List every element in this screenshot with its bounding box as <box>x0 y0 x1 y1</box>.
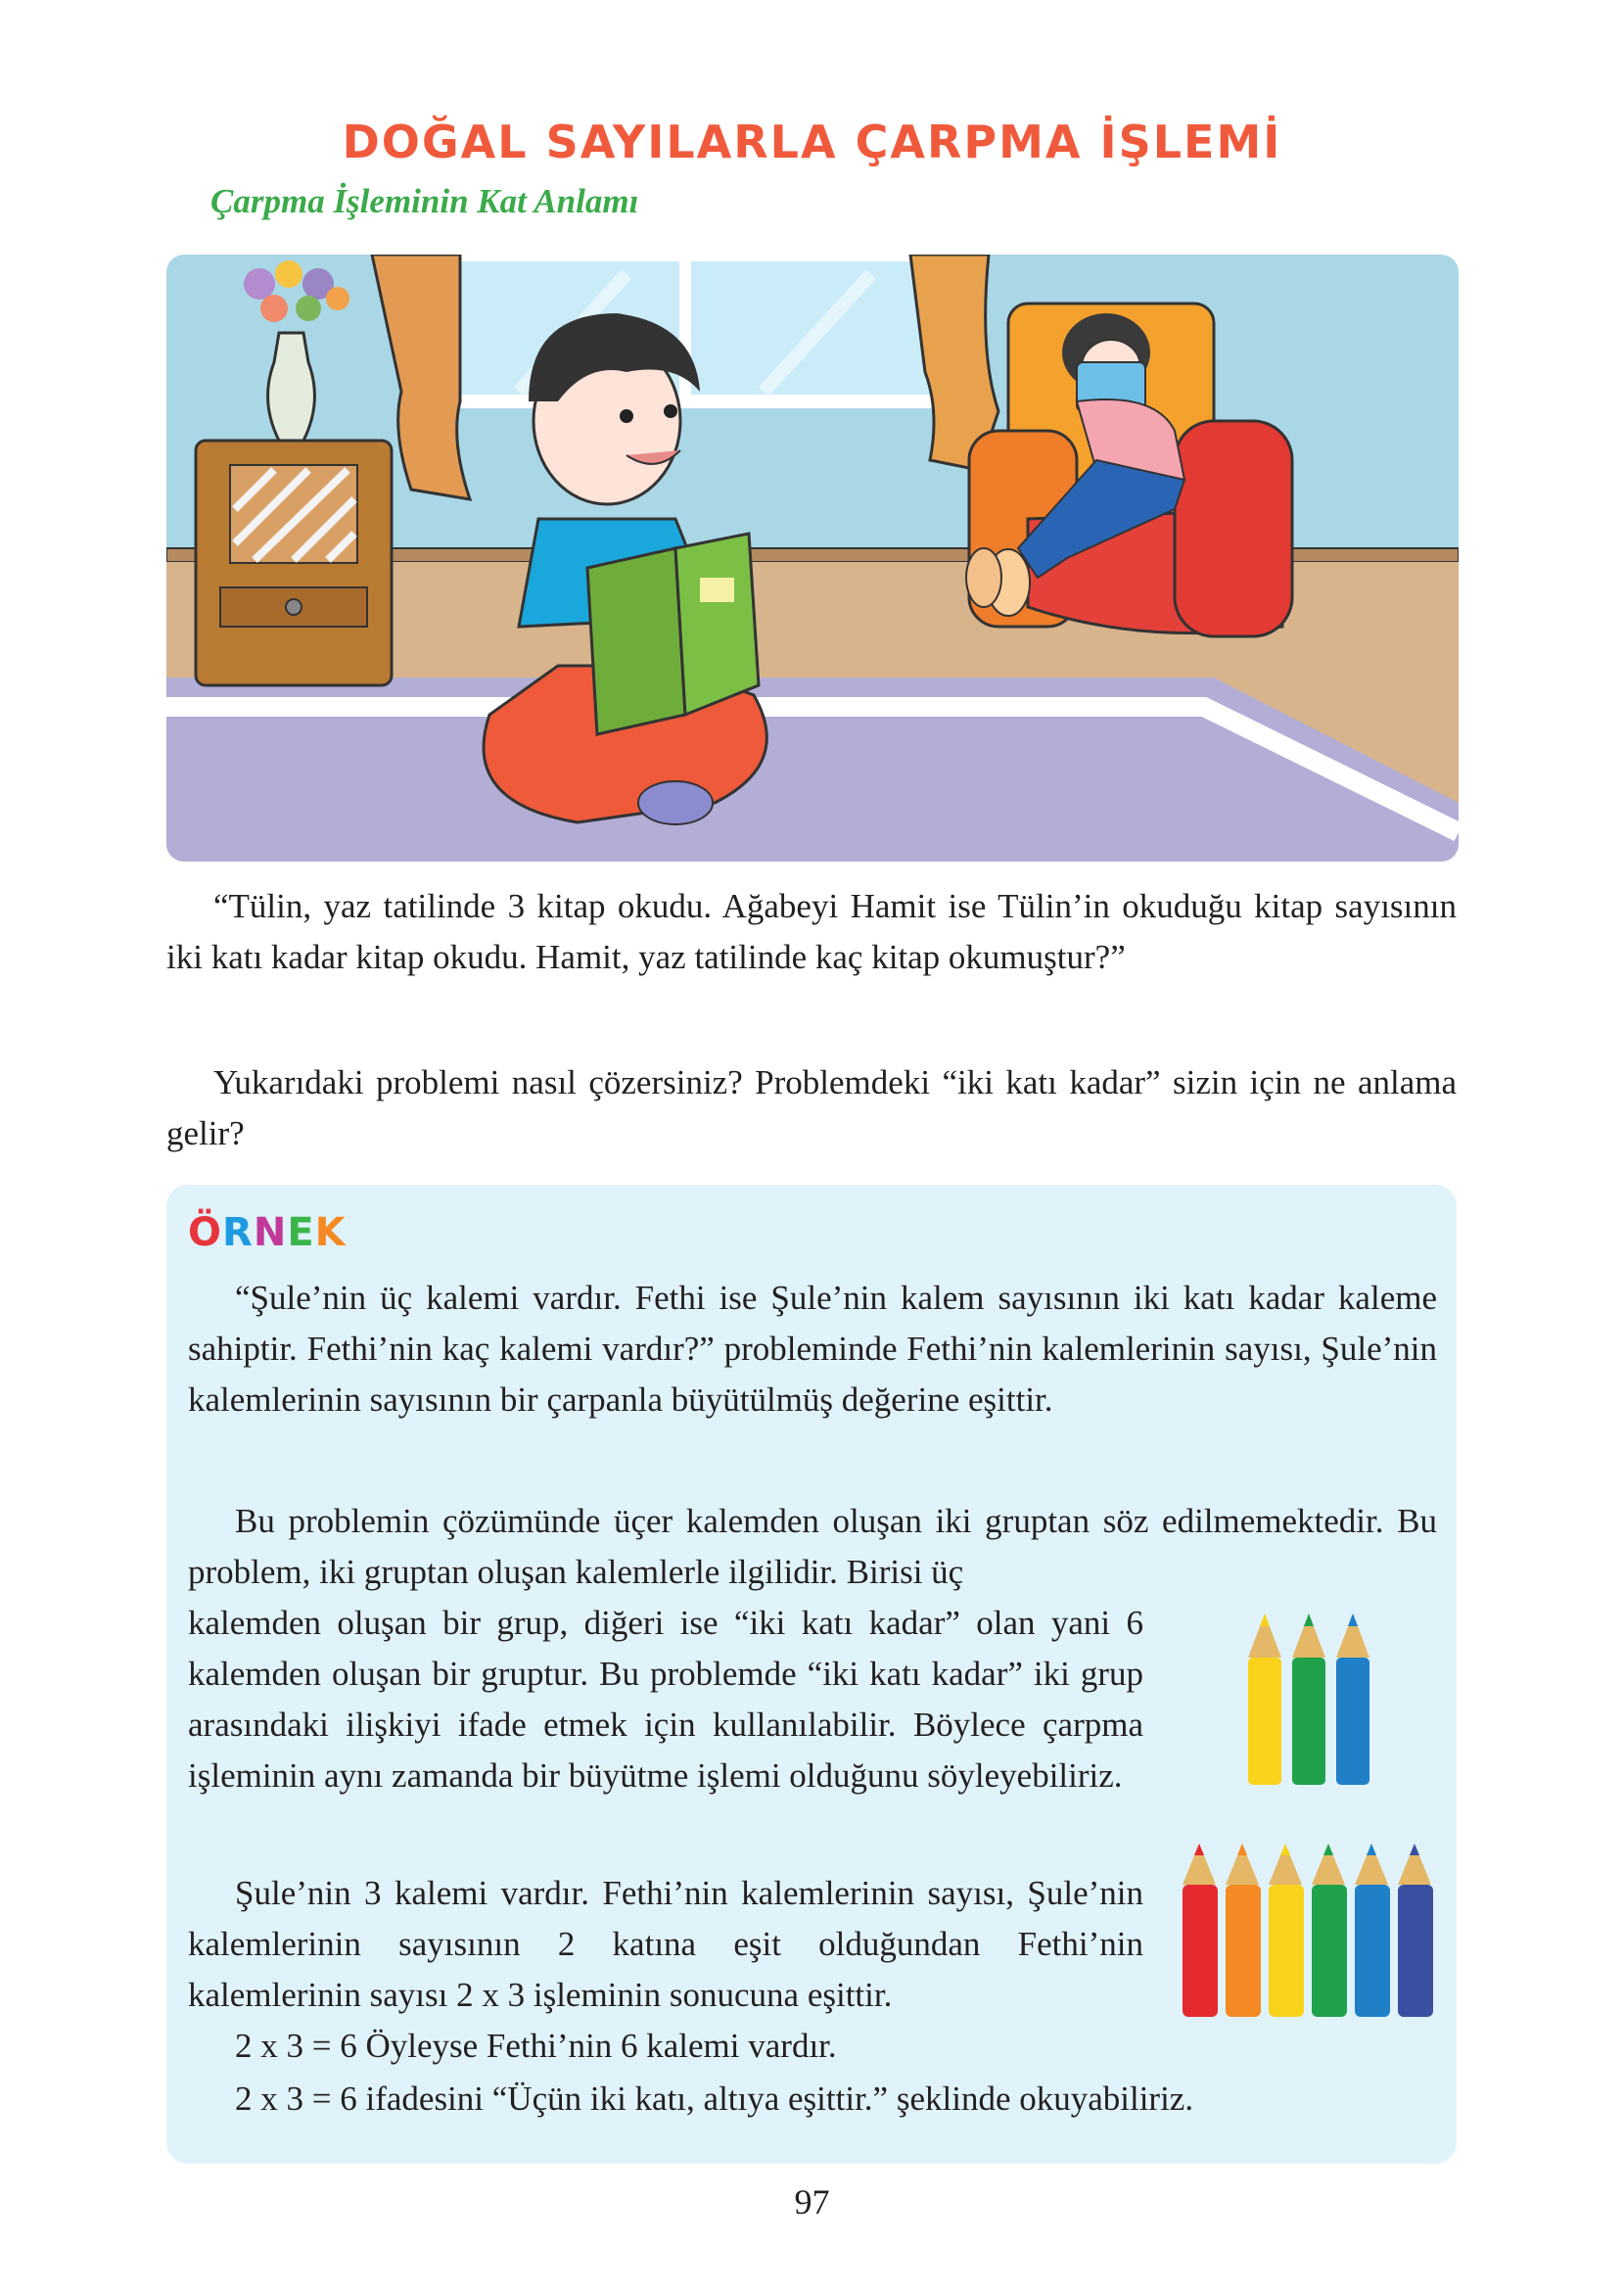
six-pencils-icon <box>1180 1841 1454 2027</box>
three-pencils-icon <box>1245 1609 1392 1795</box>
example-label-letter: R <box>222 1210 254 1255</box>
example-label <box>188 1210 347 1255</box>
section-subtitle: Çarpma İşleminin Kat Anlamı <box>210 182 639 220</box>
example-label-letter: E <box>287 1210 315 1255</box>
example-equation-line: 2 x 3 = 6 Öyleyse Fethi’nin 6 kalemi vardır. <box>235 2027 837 2065</box>
example-paragraph-2: Bu problemin çözümünde üçer kalemden oluşan iki gruptan söz edilmemektedir. Bu problem, iki gruptan oluşan kalemlerle ilgilidir. Birisi üç <box>188 1502 1437 1591</box>
example-label-letter: N <box>253 1210 288 1255</box>
example-paragraph-1: “Şule’nin üç kalemi vardır. Fethi ise Şule’nin kalem sayısının iki katı kadar kaleme sahiptir. Fethi’nin kaç kalemi vardır?” probleminde Fethi’nin kalemlerinin sayısı, Şule’nin kalemlerinin sayısının bir çarpanla büyütülmüş değerine eşittir. <box>188 1279 1437 1419</box>
page-title: DOĞAL SAYILARLA ÇARPMA İŞLEMİ <box>342 116 1282 168</box>
page-number: 97 <box>794 2182 830 2221</box>
example-paragraph-2-cont: kalemden oluşan bir grup, diğeri ise “iki katı kadar” olan yani 6 kalemden oluşan bir gruptur. Bu problemde “iki katı kadar” iki grup arasındaki ilişkiyi ifade etmek için kullanılabilir. Böylece çarpma işleminin aynı zamanda bir büyütme işlemi olduğunu söyleyebiliriz. <box>188 1604 1143 1795</box>
reading-children-illustration <box>166 255 1459 862</box>
example-paragraph-3: Şule’nin 3 kalemi vardır. Fethi’nin kalemlerinin sayısı, Şule’nin kalemlerinin sayısının 2 katına eşit olduğundan Fethi’nin kalemlerinin sayısı 2 x 3 işleminin sonucuna eşittir. <box>188 1874 1143 2014</box>
intro-problem-text: “Tülin, yaz tatilinde 3 kitap okudu. Ağabeyi Hamit ise Tülin’in okuduğu kitap sayısının iki katı kadar kitap okudu. Hamit, yaz tatilinde kaç kitap okumuştur?” <box>166 887 1457 976</box>
intro-question-text: Yukarıdaki problemi nasıl çözersiniz? Problemdeki “iki katı kadar” sizin için ne anlama gelir? <box>166 1063 1457 1152</box>
example-label-letter: K <box>314 1210 347 1255</box>
example-label-letter: Ö <box>188 1210 223 1255</box>
example-reading-line: 2 x 3 = 6 ifadesini “Üçün iki katı, altıya eşittir.” şeklinde okuyabiliriz. <box>235 2080 1194 2118</box>
